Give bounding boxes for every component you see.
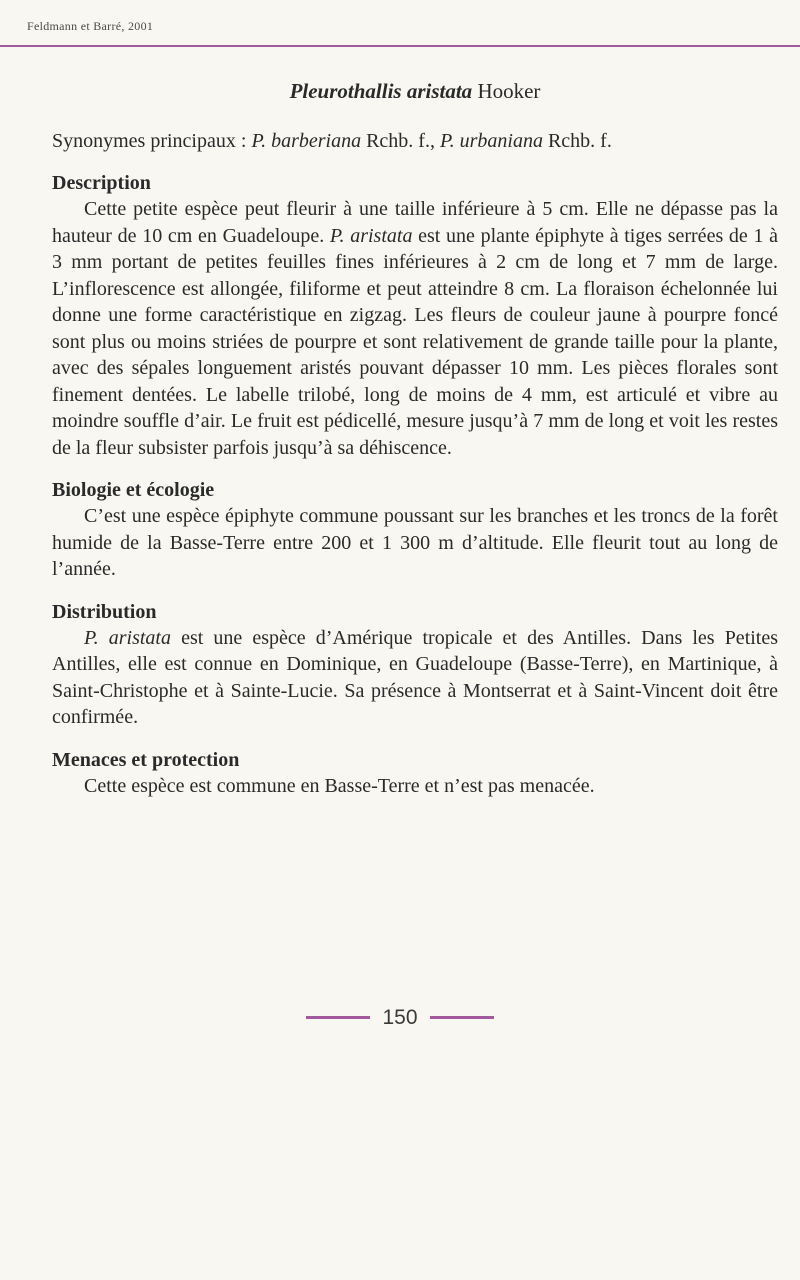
page-number: 150: [382, 1005, 418, 1029]
page-number-footer: [0, 1001, 800, 1030]
distribution-species-ref: P. aristata: [84, 626, 171, 649]
synonym-2-author: Rchb. f.: [547, 130, 612, 152]
synonym-2-name: P. urbaniana: [439, 130, 543, 152]
threats-paragraph: Cette espèce est commune en Basse-Terre et n’est pas menacée.: [84, 774, 595, 797]
page-number-rule-left: [306, 1016, 370, 1019]
synonym-1-author: Rchb. f.,: [366, 130, 435, 152]
synonyms-line: [52, 126, 778, 156]
threats-heading: Menaces et protection: [52, 748, 240, 771]
distribution-paragraph: [52, 625, 778, 731]
species-title: [52, 76, 778, 106]
header-rule: [0, 45, 800, 47]
biology-heading: Biologie et écologie: [52, 479, 215, 501]
description-text-b: est une plante épiphyte à tiges serrées de 1 à 3 mm portant de petites feuilles fines inférieures à 2 cm de long et 7 mm de large. L’inflorescence est allongée, filiforme et peut atteindre 8 cm. La floraison échelonnée lui donne une forme caractéristique en zigzag. Les fleurs de couleur jaune à pourpre foncé sont plus ou moins striées de pourpre et sont relativement de grande taille pour la plante, avec des sépales longuement aristés pouvant dépasser 10 mm. Les pièces florales sont finement dentées. Le labelle trilobé, long de moins de 4 mm, est articulé et vibre au moindre souffle d’air. Le fruit est pédicellé, mesure jusqu’à 7 mm de long et voit les restes de la fleur subsister parfois jusqu’à sa déhiscence.: [52, 224, 779, 459]
synonym-1-name: P. barberiana: [251, 130, 362, 152]
running-head: Feldmann et Barré, 2001: [27, 19, 154, 33]
page-number-group: [306, 1006, 493, 1030]
species-name: Pleurothallis aristata: [289, 79, 473, 103]
synonyms-label: Synonymes principaux :: [52, 130, 247, 152]
description-text-a: Cette petite espèce peut fleurir à une taille inférieure à 5 cm. Elle ne dépasse pas la hauteur de 10 cm en Guadeloupe.: [52, 198, 778, 247]
species-author: Hooker: [477, 79, 541, 103]
biology-paragraph: C’est une espèce épiphyte commune poussant sur les branches et les troncs de la forêt humide de la Basse-Terre entre 200 et 1 300 m d’altitude. Elle fleurit tout au long de l’année.: [52, 505, 778, 580]
description-species-ref: P. aristata: [329, 224, 413, 247]
distribution-text: est une espèce d’Amérique tropicale et des Antilles. Dans les Petites Antilles, elle est connue en Dominique, en Guadeloupe (Basse-Terre), en Martinique, à Saint-Christophe et à Sainte-Lucie. Sa présence à Montserrat et à Saint-Vincent doit être confirmée.: [52, 626, 779, 728]
distribution-heading: Distribution: [52, 600, 157, 623]
description-paragraph: [52, 196, 778, 461]
page-content: [52, 76, 778, 815]
page-number-rule-right: [430, 1016, 494, 1019]
description-heading: Description: [52, 172, 151, 194]
